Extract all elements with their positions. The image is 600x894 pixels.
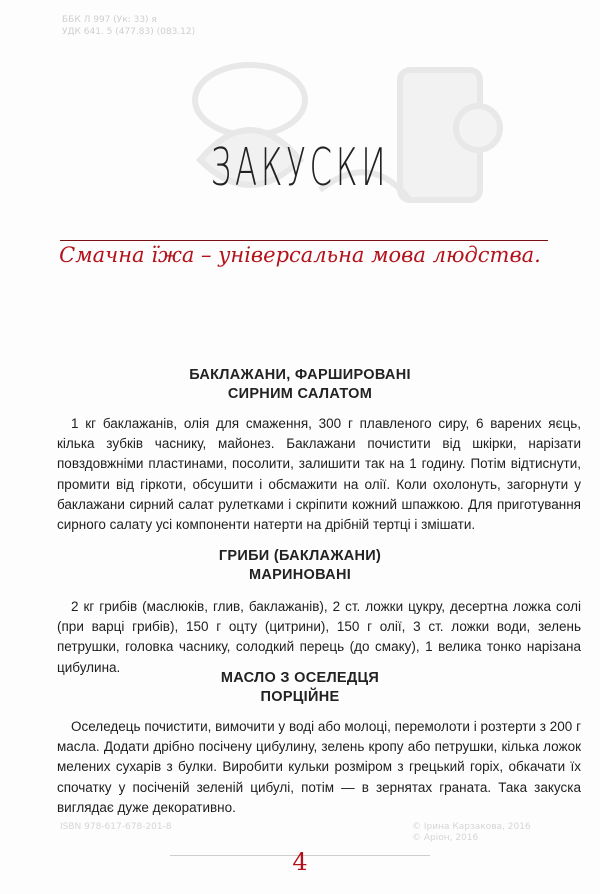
bleed-through-line: УДК 641. 5 (477.83) (083.12) [62, 27, 196, 37]
recipe-title-line: МАРИНОВАНІ [248, 567, 352, 583]
page-number: 4 [292, 848, 308, 876]
recipe-text-body: 2 кг грибів (маслюків, глив, баклажанів), 2 ст. ложки цукру, десертна ложка солі (при варці грибів), 150 г оцту (цитрини), 150 г олії, 3 ст. ложки води, зелень петрушки, головка часнику, солодкий перець (до смаку), 1 велика тонко нарізана цибулина. [57, 599, 581, 675]
recipe-title [0, 547, 600, 585]
bleed-through-line: © Аріон, 2016 [412, 833, 479, 843]
bleed-through-line: © Ірина Карзакова, 2016 [412, 822, 531, 832]
recipe-title-line: ГРИБИ (БАКЛАЖАНИ) [218, 548, 382, 564]
bleed-through-line: ББК Л 997 (Ук: 33) я [62, 15, 157, 25]
title-rule [60, 240, 548, 241]
recipe-title-line: БАКЛАЖАНИ, ФАРШИРОВАНІ [189, 367, 411, 383]
recipe-title-line: МАСЛО З ОСЕЛЕДЦЯ [220, 670, 380, 686]
chapter-title: ЗАКУСКИ [210, 138, 390, 198]
recipe-text-body: 1 кг баклажанів, олія для смаження, 300 г плавленого сиру, 6 варених яєць, кілька зубків часнику, майонез. Баклажани почистити від шкірки, нарізати повздовжніми пластинами, посолити, залишити так на 1 годину. Потім відтиснути, промити від гіркоти, обсушити і обсмажити на олії. Коли охолонуть, загорнути у баклажани сирний салат рулетками і скріпити кожний шпажкою. Для приготування сирного салату усі компоненти натерти на дрібній тертці і змішати. [57, 416, 581, 533]
recipe-title [0, 366, 600, 404]
recipe-title [0, 669, 600, 707]
recipe-text [57, 717, 581, 818]
recipe-text [57, 597, 581, 678]
bleed-through-header [62, 14, 195, 38]
chapter-motto: Смачна їжа – універсальна мова людства. [59, 243, 541, 267]
recipe-text [57, 414, 581, 535]
recipe-title-line: ПОРЦІЙНЕ [260, 689, 340, 705]
bleed-through-isbn: ISBN 978-617-678-201-8 [60, 822, 172, 832]
recipe-title-line: СИРНИМ САЛАТОМ [227, 386, 373, 402]
recipe-text-body: Оселедець почистити, вимочити у воді або молоці, перемолоти і розтерти з 200 г масла. Додати дрібно посічену цибулину, зелень кропу або петрушки, кілька ложок мелених сухарів з булки. Виробити кульки розміром з грецький горіх, обкачати їх спочатку у посіченій зеленій цибулі, потім — в зернятах граната. Така закуска виглядає дуже декоративно. [57, 719, 581, 815]
bleed-through-copyright [412, 822, 531, 844]
